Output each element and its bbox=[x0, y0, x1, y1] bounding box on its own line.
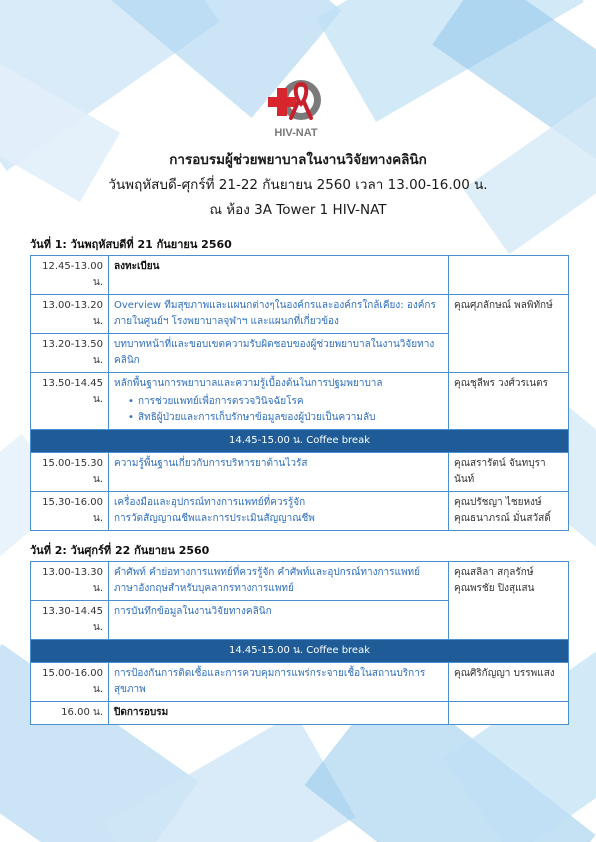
table-row bbox=[31, 373, 569, 430]
speaker-cell bbox=[449, 492, 569, 531]
time-cell: 15.30-16.00 น. bbox=[31, 492, 109, 531]
speaker-cell: คุณชุลีพร วงศ์วรเนตร bbox=[449, 373, 569, 430]
table-row bbox=[31, 562, 569, 601]
event-venue: ณ ห้อง 3A Tower 1 HIV-NAT bbox=[209, 202, 387, 218]
topic-cell: คำศัพท์ คำย่อทางการแพทย์ที่ควรรู้จัก คำศัพท์และอุปกรณ์ทางการแพทย์ภาษาอังกฤษสำหรับบุคลากรทางการแพทย์ bbox=[109, 562, 449, 601]
topic-cell: การบันทึกข้อมูลในงานวิจัยทางคลินิก bbox=[109, 601, 449, 640]
speaker-cell bbox=[449, 702, 569, 725]
topic-cell: ปิดการอบรม bbox=[109, 702, 449, 725]
time-cell: 15.00-16.00 น. bbox=[31, 663, 109, 702]
speaker-cell: คุณศิริกัญญา บรรพแสง bbox=[449, 663, 569, 702]
time-cell: 13.50-14.45 น. bbox=[31, 373, 109, 430]
day1-title: วันที่ 1: วันพฤหัสบดีที่ 21 กันยายน 2560 bbox=[30, 238, 232, 251]
table-row bbox=[31, 256, 569, 295]
list-item: • สิทธิผู้ป่วยและการเก็บรักษาข้อมูลของผู้ป่วยเป็นความลับ bbox=[128, 410, 443, 426]
topic-text: การวัดสัญญาณชีพและการประเมินสัญญาณชีพ bbox=[114, 513, 315, 524]
subtopic-list bbox=[114, 394, 443, 426]
day2-schedule-table bbox=[30, 561, 569, 725]
break-row bbox=[31, 430, 569, 453]
time-cell: 13.00-13.20 น. bbox=[31, 295, 109, 334]
topic-cell: การป้องกันการติดเชื้อและการควบคุมการแพร่กระจายเชื้อในสถานบริการสุขภาพ bbox=[109, 663, 449, 702]
list-item: • การช่วยแพทย์เพื่อการตรวจวินิจฉัยโรค bbox=[128, 394, 443, 410]
break-row bbox=[31, 640, 569, 663]
time-cell: 16.00 น. bbox=[31, 702, 109, 725]
speaker-name: คุณปรัชญา ไชยหงษ์ bbox=[454, 497, 542, 508]
speaker-cell: คุณศุภลักษณ์ พลพิทักษ์ bbox=[449, 295, 569, 373]
table-row bbox=[31, 492, 569, 531]
day1-schedule-table bbox=[30, 255, 569, 531]
hiv-nat-logo bbox=[265, 70, 327, 142]
topic-cell: Overview ทีมสุขภาพและแผนกต่างๆในองค์กรและองค์กรใกล้เคียง: องค์กรภายในศูนย์ฯ โรงพยาบาลจุฬาฯ และแผนกที่เกี่ยวข้อง bbox=[109, 295, 449, 334]
speaker-cell bbox=[449, 562, 569, 640]
speaker-cell bbox=[449, 256, 569, 295]
event-date: วันพฤหัสบดี-ศุกร์ที่ 21-22 กันยายน 2560 เวลา 13.00-16.00 น. bbox=[108, 177, 488, 193]
topic-cell bbox=[109, 373, 449, 430]
table-row bbox=[31, 702, 569, 725]
table-row bbox=[31, 453, 569, 492]
event-title: การอบรมผู้ช่วยพยาบาลในงานวิจัยทางคลินิก bbox=[169, 152, 427, 168]
speaker-name: คุณธนาภรณ์ มั่นสวัสดิ์ bbox=[454, 513, 551, 524]
table-row bbox=[31, 663, 569, 702]
time-cell: 12.45-13.00 น. bbox=[31, 256, 109, 295]
topic-cell bbox=[109, 492, 449, 531]
speaker-cell: คุณสรารัตน์ จันทบุรานันท์ bbox=[449, 453, 569, 492]
day2-title: วันที่ 2: วันศุกร์ที่ 22 กันยายน 2560 bbox=[30, 544, 210, 557]
coffee-break: 14.45-15.00 น. Coffee break bbox=[31, 430, 569, 453]
coffee-break: 14.45-15.00 น. Coffee break bbox=[31, 640, 569, 663]
topic-text: เครื่องมือและอุปกรณ์ทางการแพทย์ที่ควรรู้จัก bbox=[114, 497, 306, 508]
topic-text: หลักพื้นฐานการพยาบาลและความรู้เบื้องต้นในการปฐมพยาบาล bbox=[114, 378, 383, 389]
table-row bbox=[31, 295, 569, 334]
topic-cell: ความรู้พื้นฐานเกี่ยวกับการบริหารยาต้านไวรัส bbox=[109, 453, 449, 492]
topic-cell: ลงทะเบียน bbox=[109, 256, 449, 295]
topic-cell: บทบาทหน้าที่และขอบเขตความรับผิดชอบของผู้ช่วยพยาบาลในงานวิจัยทางคลินิก bbox=[109, 334, 449, 373]
time-cell: 13.00-13.30 น. bbox=[31, 562, 109, 601]
logo-text: HIV-NAT bbox=[274, 127, 318, 139]
time-cell: 15.00-15.30 น. bbox=[31, 453, 109, 492]
speaker-name: คุณพรชัย ปิงสุแสน bbox=[454, 583, 535, 594]
time-cell: 13.20-13.50 น. bbox=[31, 334, 109, 373]
time-cell: 13.30-14.45 น. bbox=[31, 601, 109, 640]
speaker-name: คุณสลิลา สกุลรักษ์ bbox=[454, 567, 534, 578]
